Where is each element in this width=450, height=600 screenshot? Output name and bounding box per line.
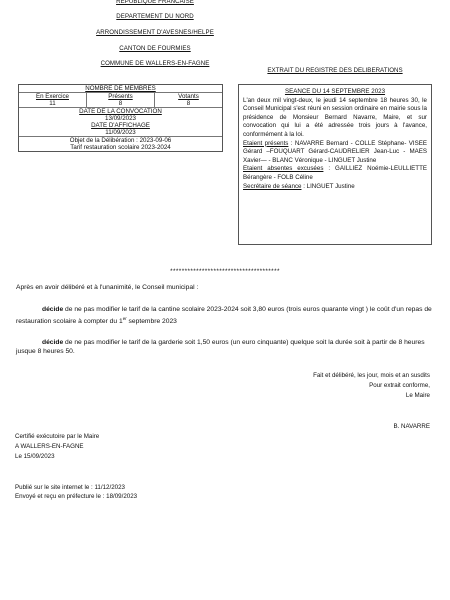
publication-line2: Envoyé et reçu en préfecture le : 18/09/2023	[15, 493, 138, 500]
members-table	[18, 84, 223, 152]
body-paragraph-garderie: décide de ne pas modifier le tarif de la garderie soit 1,50 euros (un euro cinquante) quelque soit la durée soit à partir de 8 heures jusque 8 heures 50.	[16, 339, 425, 355]
seance-excuses: Etaient absentes excusées : GAILLIEZ Noémie-LEULLIETTE Bérangère - FOLB Céline	[243, 165, 427, 181]
closing-line2: Pour extrait conforme,	[369, 382, 430, 389]
header-republique: REPUBLIQUE FRANCAISE	[116, 0, 194, 5]
seance-title: SEANCE DU 14 SEPTEMBRE 2023	[284, 88, 386, 95]
dates-cell: DATE DE LA CONVOCATION 13/09/2023 DATE D'AFFICHAGE 11/09/2023	[19, 108, 222, 137]
header-commune: COMMUNE DE WALLERS-EN-FAGNE	[100, 60, 210, 67]
closing-line1: Fait et délibéré, les jour, mois et an susdits	[313, 372, 430, 379]
seance-intro: L'an deux mil vingt-deux, le jeudi 14 septembre 18 heures 30, le Conseil Municipal s'est réuni en session ordinaire en mairie sous la présidence de Monsieur Bernard Navarre, Maire, et sur convocation qui lui a été adressée trois jours à l'avance, conformément à la loi.	[243, 96, 427, 138]
seance-box	[238, 84, 432, 245]
objet-cell: Objet de la Délibération : 2023-09-06 Tarif restauration scolaire 2023-2024	[69, 137, 172, 151]
certification-line3: Le 15/09/2023	[15, 453, 55, 460]
separator: **************************************	[170, 268, 280, 275]
body-intro: Après en avoir délibéré et à l'unanimité, le Conseil municipal :	[16, 284, 199, 291]
certification-line2: A WALLERS-EN-FAGNE	[15, 443, 84, 450]
body-paragraph-cantine: décide de ne pas modifier le tarif de la cantine scolaire 2023-2024 soit 3,80 euros (trois euros quarante vingt ) le coût d'un repas de restauration scolaire à compter du 1er septembre 2023	[16, 306, 432, 326]
col-votants: Votants 8	[178, 93, 199, 107]
certification-line1: Certifié exécutoire par le Maire	[15, 433, 100, 440]
col-presents: Présents 8	[87, 93, 155, 107]
seance-presents: Etaient présents : NAVARRE Bernard - COLLE Stéphane- VISEE Gérard –FOUQUART Gérard-CAUDRELIER Jean-Luc - MAES Xavier— - BLANC Véronique - LINGUET Justine	[243, 139, 427, 164]
closing-line3: Le Maire	[405, 392, 430, 399]
header-arrondissement: ARRONDISSEMENT D'AVESNES/HELPE	[96, 29, 214, 36]
col-en-exercice: En Exercice 11	[19, 93, 87, 107]
header-canton: CANTON DE FOURMIES	[119, 45, 191, 52]
seance-secretaire: Secrétaire de séance : LINGUET Justine	[243, 182, 355, 190]
members-title: NOMBRE DE MEMBRES	[19, 85, 222, 93]
extract-title: EXTRAIT DU REGISTRE DES DELIBERATIONS	[267, 67, 403, 74]
signature: B. NAVARRE	[393, 423, 430, 430]
header-departement: DEPARTEMENT DU NORD	[116, 13, 194, 20]
members-counts	[19, 93, 222, 108]
publication-line1: Publié sur le site internet le : 11/12/2023	[15, 484, 125, 491]
